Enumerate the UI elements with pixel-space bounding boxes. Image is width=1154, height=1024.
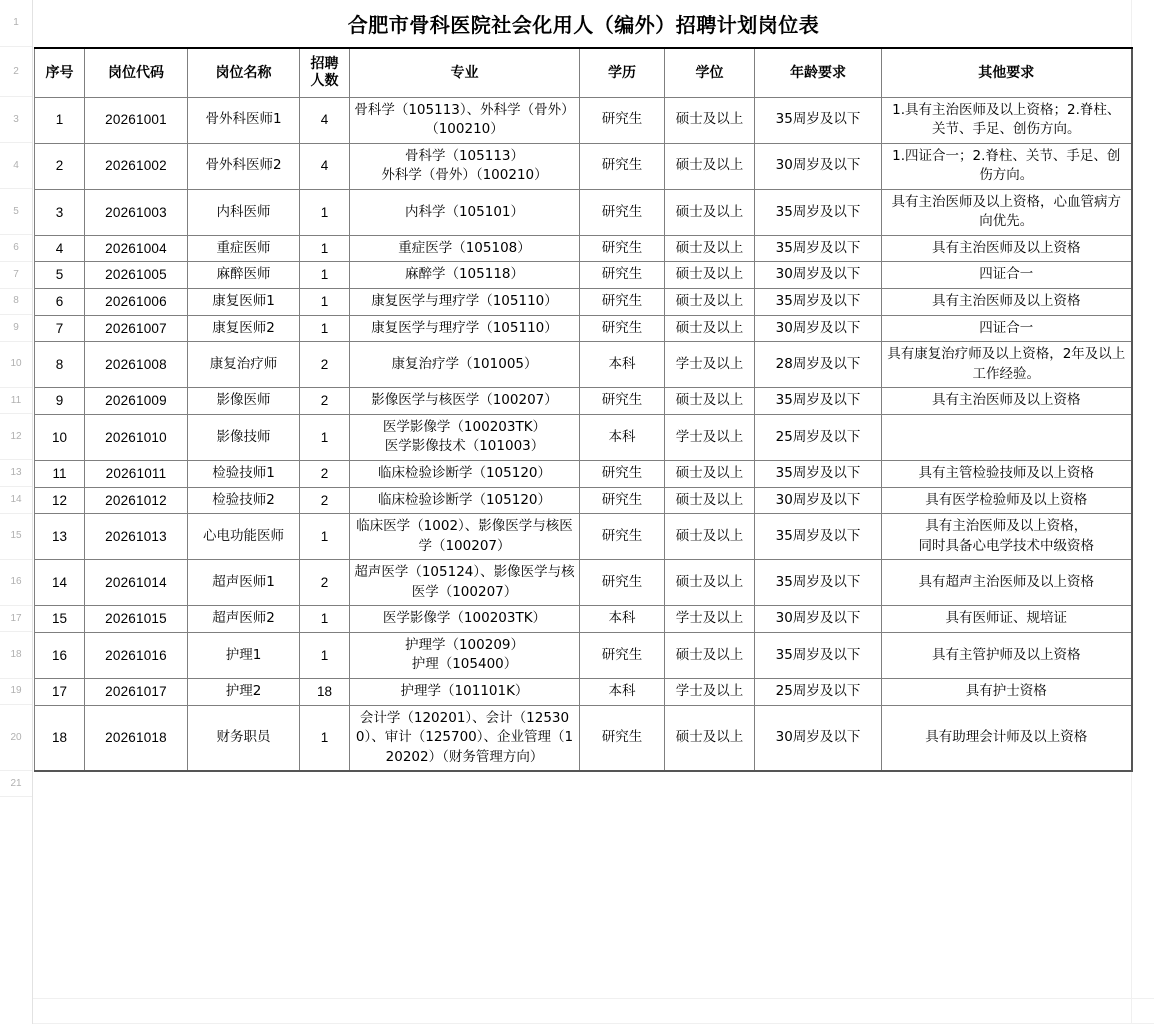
cell-edu: 研究生 <box>580 143 665 189</box>
cell-count: 4 <box>300 97 350 143</box>
table-row <box>35 460 1132 487</box>
row-number-label: 12 <box>10 430 22 442</box>
table-row <box>35 342 1132 388</box>
cell-major: 临床医学（1002）、影像医学与核医学（100207） <box>350 514 580 560</box>
cell-edu: 研究生 <box>580 632 665 678</box>
cell-degree: 硕士及以上 <box>665 315 755 342</box>
row-number-label: 5 <box>13 205 19 217</box>
row-number[interactable] <box>0 388 32 415</box>
cell-name: 超声医师1 <box>188 560 300 606</box>
cell-major: 骨科学（105113）、外科学（骨外）（100210） <box>350 97 580 143</box>
cell-edu: 本科 <box>580 606 665 633</box>
cell-name: 财务职员 <box>188 705 300 771</box>
row-number-label: 4 <box>13 159 19 171</box>
row-number[interactable] <box>0 705 32 771</box>
table-row <box>35 235 1132 262</box>
cell-major: 医学影像学（100203TK） 医学影像技术（101003） <box>350 414 580 460</box>
row-number[interactable] <box>0 97 32 143</box>
cell-major: 康复医学与理疗学（105110） <box>350 289 580 316</box>
row-number-label: 11 <box>10 394 22 406</box>
cell-seq: 2 <box>35 143 85 189</box>
cell-other: 具有主治医师及以上资格 <box>882 388 1132 415</box>
cell-major: 临床检验诊断学（105120） <box>350 487 580 514</box>
cell-degree: 硕士及以上 <box>665 514 755 560</box>
cell-count: 1 <box>300 235 350 262</box>
cell-name: 检验技师2 <box>188 487 300 514</box>
cell-count: 2 <box>300 388 350 415</box>
row-number-label: 1 <box>13 17 19 28</box>
row-number-label: 17 <box>10 612 22 624</box>
cell-name: 骨外科医师1 <box>188 97 300 143</box>
row-number[interactable] <box>0 414 32 460</box>
row-number[interactable] <box>0 771 32 797</box>
cell-count: 1 <box>300 262 350 289</box>
table-row <box>35 97 1132 143</box>
cell-degree: 硕士及以上 <box>665 487 755 514</box>
cell-other: 四证合一 <box>882 315 1132 342</box>
table-row <box>35 487 1132 514</box>
cell-degree: 硕士及以上 <box>665 235 755 262</box>
cell-seq: 12 <box>35 487 85 514</box>
cell-edu: 本科 <box>580 342 665 388</box>
cell-edu: 研究生 <box>580 189 665 235</box>
page-title: 合肥市骨科医院社会化用人（编外）招聘计划岗位表 <box>347 13 820 37</box>
sheet-title-row <box>33 0 1154 47</box>
cell-edu: 研究生 <box>580 262 665 289</box>
column-header-name: 岗位名称 <box>188 48 300 97</box>
row-number-label: 10 <box>10 358 22 370</box>
row-number-label: 3 <box>13 113 19 125</box>
cell-degree: 硕士及以上 <box>665 705 755 771</box>
row-number-label: 18 <box>10 648 22 660</box>
cell-count: 1 <box>300 189 350 235</box>
column-header-other: 其他要求 <box>882 48 1132 97</box>
cell-other: 具有主治医师及以上资格，心血管病方向优先。 <box>882 189 1132 235</box>
row-number[interactable] <box>0 560 32 606</box>
row-number-label: 8 <box>13 295 19 307</box>
cell-seq: 5 <box>35 262 85 289</box>
cell-seq: 3 <box>35 189 85 235</box>
cell-edu: 研究生 <box>580 388 665 415</box>
cell-age: 35周岁及以下 <box>755 460 882 487</box>
cell-name: 康复医师2 <box>188 315 300 342</box>
cell-seq: 7 <box>35 315 85 342</box>
cell-name: 重症医师 <box>188 235 300 262</box>
cell-code: 20261010 <box>85 414 188 460</box>
cell-edu: 研究生 <box>580 97 665 143</box>
cell-other: 具有助理会计师及以上资格 <box>882 705 1132 771</box>
column-header-major: 专业 <box>350 48 580 97</box>
cell-major: 康复治疗学（101005） <box>350 342 580 388</box>
table-row <box>35 679 1132 706</box>
cell-major: 超声医学（105124）、影像医学与核医学（100207） <box>350 560 580 606</box>
cell-other: 具有超声主治医师及以上资格 <box>882 560 1132 606</box>
cell-count: 1 <box>300 289 350 316</box>
row-number-label: 21 <box>10 777 22 789</box>
cell-seq: 9 <box>35 388 85 415</box>
cell-code: 20261006 <box>85 289 188 316</box>
cell-age: 30周岁及以下 <box>755 143 882 189</box>
cell-code: 20261005 <box>85 262 188 289</box>
table-row <box>35 289 1132 316</box>
cell-degree: 学士及以上 <box>665 679 755 706</box>
cell-age: 30周岁及以下 <box>755 487 882 514</box>
cell-age: 30周岁及以下 <box>755 262 882 289</box>
grid-line-horizontal <box>33 998 1154 999</box>
cell-name: 康复医师1 <box>188 289 300 316</box>
cell-count: 1 <box>300 705 350 771</box>
cell-code: 20261012 <box>85 487 188 514</box>
row-number-gutter <box>0 0 33 1024</box>
cell-major: 骨科学（105113） 外科学（骨外）（100210） <box>350 143 580 189</box>
table-body <box>35 97 1132 771</box>
row-number[interactable] <box>0 460 32 487</box>
table-row <box>35 262 1132 289</box>
cell-seq: 4 <box>35 235 85 262</box>
cell-code: 20261004 <box>85 235 188 262</box>
row-number-label: 6 <box>13 242 19 254</box>
cell-major: 影像医学与核医学（100207） <box>350 388 580 415</box>
row-number[interactable] <box>0 189 32 235</box>
row-number-label: 7 <box>13 268 19 280</box>
cell-code: 20261014 <box>85 560 188 606</box>
cell-name: 影像技师 <box>188 414 300 460</box>
cell-major: 护理学（100209） 护理（105400） <box>350 632 580 678</box>
cell-major: 护理学（101101K） <box>350 679 580 706</box>
table-row <box>35 143 1132 189</box>
cell-degree: 硕士及以上 <box>665 632 755 678</box>
cell-other: 具有主管护师及以上资格 <box>882 632 1132 678</box>
row-number[interactable] <box>0 143 32 189</box>
row-number[interactable] <box>0 487 32 514</box>
row-number[interactable] <box>0 48 32 97</box>
cell-count: 1 <box>300 315 350 342</box>
cell-seq: 6 <box>35 289 85 316</box>
cell-count: 2 <box>300 487 350 514</box>
cell-age: 30周岁及以下 <box>755 606 882 633</box>
cell-age: 35周岁及以下 <box>755 632 882 678</box>
table-row <box>35 632 1132 678</box>
cell-age: 35周岁及以下 <box>755 560 882 606</box>
table-row <box>35 315 1132 342</box>
cell-age: 35周岁及以下 <box>755 289 882 316</box>
row-number[interactable] <box>0 235 32 262</box>
cell-count: 1 <box>300 606 350 633</box>
cell-other: 1.四证合一；2.脊柱、关节、手足、创伤方向。 <box>882 143 1132 189</box>
cell-degree: 学士及以上 <box>665 414 755 460</box>
row-number-label: 20 <box>10 731 22 743</box>
column-header-count-line2: 人数 <box>310 72 339 89</box>
cell-code: 20261002 <box>85 143 188 189</box>
cell-degree: 硕士及以上 <box>665 289 755 316</box>
row-number-label: 14 <box>10 493 22 505</box>
cell-major: 康复医学与理疗学（105110） <box>350 315 580 342</box>
cell-major: 会计学（120201）、会计（125300）、审计（125700）、企业管理（120202）（财务管理方向） <box>350 705 580 771</box>
cell-edu: 本科 <box>580 679 665 706</box>
cell-other: 具有主治医师及以上资格 <box>882 289 1132 316</box>
cell-seq: 15 <box>35 606 85 633</box>
cell-seq: 17 <box>35 679 85 706</box>
cell-other: 具有康复治疗师及以上资格，2年及以上工作经验。 <box>882 342 1132 388</box>
cell-seq: 10 <box>35 414 85 460</box>
row-number[interactable] <box>0 262 32 289</box>
row-number-label: 9 <box>13 321 19 333</box>
cell-edu: 本科 <box>580 414 665 460</box>
cell-code: 20261003 <box>85 189 188 235</box>
cell-age: 35周岁及以下 <box>755 388 882 415</box>
cell-seq: 14 <box>35 560 85 606</box>
cell-code: 20261018 <box>85 705 188 771</box>
cell-degree: 硕士及以上 <box>665 460 755 487</box>
table-row <box>35 705 1132 771</box>
table-row <box>35 388 1132 415</box>
cell-code: 20261001 <box>85 97 188 143</box>
row-number-label: 13 <box>10 467 22 479</box>
cell-name: 内科医师 <box>188 189 300 235</box>
cell-age: 35周岁及以下 <box>755 97 882 143</box>
row-number[interactable] <box>0 514 32 560</box>
cell-seq: 16 <box>35 632 85 678</box>
cell-age: 25周岁及以下 <box>755 679 882 706</box>
cell-degree: 硕士及以上 <box>665 189 755 235</box>
cell-count: 4 <box>300 143 350 189</box>
cell-age: 35周岁及以下 <box>755 235 882 262</box>
cell-code: 20261015 <box>85 606 188 633</box>
cell-other: 具有主管检验技师及以上资格 <box>882 460 1132 487</box>
cell-other <box>882 414 1132 460</box>
cell-other: 具有主治医师及以上资格， 同时具备心电学技术中级资格 <box>882 514 1132 560</box>
cell-other: 具有护士资格 <box>882 679 1132 706</box>
cell-code: 20261007 <box>85 315 188 342</box>
row-number[interactable] <box>0 679 32 706</box>
cell-other: 具有医学检验师及以上资格 <box>882 487 1132 514</box>
row-number[interactable] <box>0 342 32 388</box>
row-number-label: 2 <box>13 66 19 77</box>
cell-edu: 研究生 <box>580 705 665 771</box>
cell-seq: 18 <box>35 705 85 771</box>
row-number-label: 19 <box>10 685 22 697</box>
cell-name: 骨外科医师2 <box>188 143 300 189</box>
cell-age: 28周岁及以下 <box>755 342 882 388</box>
column-header-count <box>300 48 350 97</box>
cell-degree: 硕士及以上 <box>665 388 755 415</box>
table-header-row <box>35 48 1132 97</box>
table-row <box>35 189 1132 235</box>
cell-degree: 硕士及以上 <box>665 560 755 606</box>
cell-name: 麻醉医师 <box>188 262 300 289</box>
table-row <box>35 514 1132 560</box>
cell-edu: 研究生 <box>580 560 665 606</box>
column-header-age: 年龄要求 <box>755 48 882 97</box>
cell-count: 1 <box>300 414 350 460</box>
table-row <box>35 606 1132 633</box>
cell-edu: 研究生 <box>580 235 665 262</box>
row-number[interactable] <box>0 315 32 342</box>
cell-degree: 硕士及以上 <box>665 262 755 289</box>
cell-edu: 研究生 <box>580 514 665 560</box>
cell-age: 35周岁及以下 <box>755 189 882 235</box>
cell-count: 1 <box>300 514 350 560</box>
table-row <box>35 560 1132 606</box>
cell-name: 超声医师2 <box>188 606 300 633</box>
cell-major: 麻醉学（105118） <box>350 262 580 289</box>
cell-degree: 学士及以上 <box>665 606 755 633</box>
job-positions-table-wrap <box>34 47 1133 772</box>
cell-age: 30周岁及以下 <box>755 315 882 342</box>
cell-edu: 研究生 <box>580 487 665 514</box>
row-number[interactable] <box>0 0 32 47</box>
cell-code: 20261013 <box>85 514 188 560</box>
cell-major: 重症医学（105108） <box>350 235 580 262</box>
row-number-label: 15 <box>10 530 22 542</box>
cell-name: 护理1 <box>188 632 300 678</box>
table-row <box>35 414 1132 460</box>
cell-seq: 11 <box>35 460 85 487</box>
cell-seq: 1 <box>35 97 85 143</box>
cell-count: 2 <box>300 460 350 487</box>
cell-major: 内科学（105101） <box>350 189 580 235</box>
cell-edu: 研究生 <box>580 315 665 342</box>
column-header-code: 岗位代码 <box>85 48 188 97</box>
cell-count: 1 <box>300 632 350 678</box>
cell-code: 20261016 <box>85 632 188 678</box>
cell-other: 具有主治医师及以上资格 <box>882 235 1132 262</box>
cell-name: 检验技师1 <box>188 460 300 487</box>
cell-code: 20261017 <box>85 679 188 706</box>
row-number[interactable] <box>0 632 32 678</box>
cell-degree: 学士及以上 <box>665 342 755 388</box>
cell-name: 心电功能医师 <box>188 514 300 560</box>
cell-degree: 硕士及以上 <box>665 97 755 143</box>
column-header-degree: 学位 <box>665 48 755 97</box>
cell-count: 2 <box>300 560 350 606</box>
cell-other: 1.具有主治医师及以上资格；2.脊柱、关节、手足、创伤方向。 <box>882 97 1132 143</box>
cell-seq: 8 <box>35 342 85 388</box>
column-header-seq: 序号 <box>35 48 85 97</box>
cell-code: 20261011 <box>85 460 188 487</box>
cell-age: 25周岁及以下 <box>755 414 882 460</box>
cell-code: 20261009 <box>85 388 188 415</box>
cell-count: 18 <box>300 679 350 706</box>
job-positions-table <box>34 47 1133 772</box>
row-number-label: 16 <box>10 576 22 588</box>
cell-major: 临床检验诊断学（105120） <box>350 460 580 487</box>
cell-edu: 研究生 <box>580 289 665 316</box>
cell-name: 康复治疗师 <box>188 342 300 388</box>
cell-name: 影像医师 <box>188 388 300 415</box>
cell-edu: 研究生 <box>580 460 665 487</box>
cell-other: 具有医师证、规培证 <box>882 606 1132 633</box>
cell-code: 20261008 <box>85 342 188 388</box>
cell-count: 2 <box>300 342 350 388</box>
cell-age: 30周岁及以下 <box>755 705 882 771</box>
row-number[interactable] <box>0 289 32 316</box>
cell-name: 护理2 <box>188 679 300 706</box>
column-header-edu: 学历 <box>580 48 665 97</box>
cell-degree: 硕士及以上 <box>665 143 755 189</box>
column-header-count-line1: 招聘 <box>310 55 339 72</box>
cell-other: 四证合一 <box>882 262 1132 289</box>
cell-seq: 13 <box>35 514 85 560</box>
cell-major: 医学影像学（100203TK） <box>350 606 580 633</box>
cell-age: 35周岁及以下 <box>755 514 882 560</box>
row-number[interactable] <box>0 606 32 633</box>
